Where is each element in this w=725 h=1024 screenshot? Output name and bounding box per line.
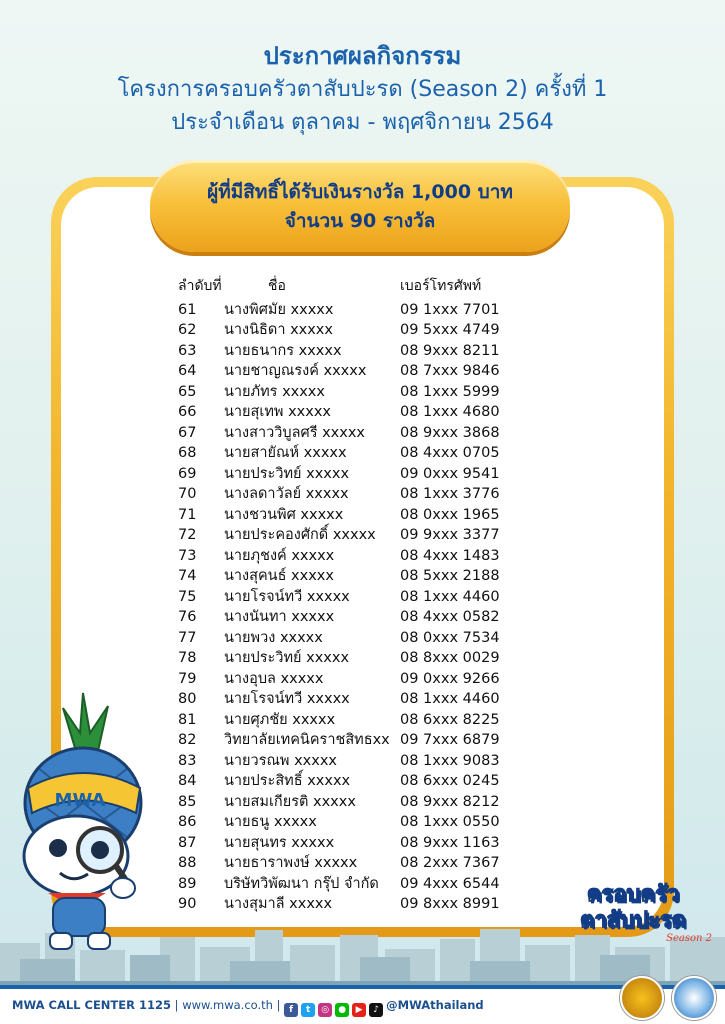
winner-phone: 09 8xxx 8991 xyxy=(400,896,500,912)
winner-no: 86 xyxy=(178,814,197,830)
prize-banner xyxy=(150,160,570,252)
winners-list-header xyxy=(178,276,598,297)
winner-row xyxy=(178,423,598,444)
winner-phone: 08 0xxx 7534 xyxy=(400,629,500,646)
campaign-logo xyxy=(548,882,718,944)
campaign-logo-line2: ตาสับปะรด xyxy=(580,908,686,933)
header-title-block xyxy=(0,40,725,139)
winner-row xyxy=(178,525,598,546)
winner-phone: 08 9xxx 8212 xyxy=(400,793,500,810)
column-header-name: ชื่อ xyxy=(268,278,286,294)
winner-row xyxy=(178,484,598,505)
winner-row xyxy=(178,710,598,731)
winner-name: นายโรจน์ทวี xxxxx xyxy=(224,588,350,605)
line-icon[interactable]: ● xyxy=(335,1003,349,1017)
winner-no: 71 xyxy=(178,506,197,523)
winner-name: นายภัทร xxxxx xyxy=(224,383,325,400)
winner-phone: 08 8xxx 0029 xyxy=(400,650,500,666)
winner-phone: 08 9xxx 8211 xyxy=(400,342,500,359)
winner-no: 67 xyxy=(178,424,197,441)
winner-row xyxy=(178,382,598,403)
winner-no: 63 xyxy=(178,342,197,359)
project-title: โครงการครอบครัวตาสับปะรด (Season 2) ครั้งที่ 1 xyxy=(117,77,608,102)
page-title: ประกาศผลกิจกรรม xyxy=(263,42,462,70)
winner-name: นางชวนพิศ xxxxx xyxy=(224,506,344,523)
winner-phone: 08 1xxx 3776 xyxy=(400,486,500,502)
winner-row xyxy=(178,833,598,854)
winner-no: 88 xyxy=(178,855,197,871)
winner-row xyxy=(178,771,598,792)
winner-row xyxy=(178,546,598,567)
winner-row xyxy=(178,689,598,710)
winner-no: 73 xyxy=(178,547,197,564)
winner-no: 84 xyxy=(178,773,197,789)
pineapple-mascot-illustration xyxy=(8,688,158,953)
winner-name: นายพวง xxxxx xyxy=(224,629,323,646)
winner-row xyxy=(178,607,598,628)
winner-phone: 09 0xxx 9541 xyxy=(400,465,500,482)
winner-phone: 08 4xxx 1483 xyxy=(400,547,500,564)
website-link[interactable]: www.mwa.co.th xyxy=(182,998,273,1012)
winner-phone: 08 1xxx 4680 xyxy=(400,404,500,420)
winner-phone: 08 7xxx 9846 xyxy=(400,363,500,379)
winner-row xyxy=(178,874,598,895)
winner-row xyxy=(178,812,598,833)
winner-row xyxy=(178,853,598,874)
winner-no: 80 xyxy=(178,691,197,707)
winner-row xyxy=(178,792,598,813)
winner-row xyxy=(178,361,598,382)
winner-name: นายธนากร xxxxx xyxy=(224,342,342,359)
winner-row xyxy=(178,628,598,649)
prize-banner-line1: ผู้ที่มีสิทธิ์ได้รับเงินรางวัล 1,000 บาท xyxy=(207,181,513,203)
winner-name: นางอุบล xxxxx xyxy=(224,670,324,687)
winner-no: 64 xyxy=(178,363,197,379)
winner-row xyxy=(178,505,598,526)
column-header-no: ลำดับที่ xyxy=(178,278,222,294)
winner-no: 89 xyxy=(178,875,197,892)
winner-no: 75 xyxy=(178,588,197,605)
winner-row xyxy=(178,648,598,669)
winner-no: 87 xyxy=(178,834,197,851)
mwa-seal-emblem xyxy=(620,976,664,1020)
winner-phone: 08 0xxx 1965 xyxy=(400,506,500,523)
winner-row xyxy=(178,443,598,464)
winner-no: 81 xyxy=(178,711,197,728)
winner-name: นายประสิทธิ์ xxxxx xyxy=(224,773,351,789)
winner-name: นางสาววิบูลศรี xxxxx xyxy=(224,424,366,441)
winner-row xyxy=(178,464,598,485)
winner-no: 85 xyxy=(178,793,197,810)
winner-no: 79 xyxy=(178,670,197,687)
winner-no: 65 xyxy=(178,383,197,400)
mascot-hat-text: MWA xyxy=(54,790,106,811)
winner-name: นายประคองศักดิ์ xxxxx xyxy=(224,527,376,543)
winner-name: นางลดาวัลย์ xxxxx xyxy=(224,486,349,502)
campaign-logo-line1: ครอบครัว xyxy=(586,882,680,907)
winner-phone: 08 6xxx 8225 xyxy=(400,711,500,728)
winner-phone: 09 9xxx 3377 xyxy=(400,527,500,543)
winner-name: นายวรณพ xxxxx xyxy=(224,752,338,769)
call-center-text: MWA CALL CENTER 1125 xyxy=(12,998,172,1012)
winner-name: วิทยาลัยเทคนิคราชสิทธxx xyxy=(224,732,390,748)
winner-row xyxy=(178,341,598,362)
winner-name: นายศุภชัย xxxxx xyxy=(224,711,336,728)
winner-no: 83 xyxy=(178,752,197,769)
winner-no: 69 xyxy=(178,465,197,482)
winner-no: 61 xyxy=(178,301,197,318)
winner-name: บริษัทวิพัฒนา กรุ๊ป จำกัด xyxy=(224,875,379,892)
twitter-icon[interactable]: t xyxy=(301,1003,315,1017)
column-header-phone: เบอร์โทรศัพท์ xyxy=(400,278,482,294)
winner-phone: 09 7xxx 6879 xyxy=(400,732,500,748)
footer-separator: | xyxy=(171,998,183,1012)
footer-contact xyxy=(12,998,484,1017)
winner-no: 76 xyxy=(178,609,197,625)
winner-phone: 08 1xxx 4460 xyxy=(400,588,500,605)
winner-row xyxy=(178,566,598,587)
winner-name: นางสุคนธ์ xxxxx xyxy=(224,568,334,584)
winner-phone: 08 1xxx 0550 xyxy=(400,814,500,830)
winner-phone: 08 1xxx 9083 xyxy=(400,752,500,769)
winner-no: 74 xyxy=(178,568,197,584)
winner-name: นายสายัณห์ xxxxx xyxy=(224,445,347,461)
winner-phone: 08 4xxx 0582 xyxy=(400,609,500,625)
period-title: ประจำเดือน ตุลาคม - พฤศจิกายน 2564 xyxy=(171,110,554,135)
winner-row xyxy=(178,669,598,690)
tiktok-icon[interactable]: ♪ xyxy=(369,1003,383,1017)
footer-bar xyxy=(0,985,725,1024)
winner-phone: 08 4xxx 0705 xyxy=(400,445,500,461)
winner-phone: 09 5xxx 4749 xyxy=(400,322,500,338)
winner-phone: 08 9xxx 3868 xyxy=(400,424,500,441)
winner-name: นายธนู xxxxx xyxy=(224,814,317,830)
winner-no: 82 xyxy=(178,732,197,748)
social-handle[interactable]: @MWAthailand xyxy=(386,998,484,1012)
winner-phone: 08 1xxx 5999 xyxy=(400,383,500,400)
winner-row xyxy=(178,894,598,915)
winner-row xyxy=(178,300,598,321)
winner-row xyxy=(178,751,598,772)
winner-name: นายประวิทย์ xxxxx xyxy=(224,465,350,482)
winner-phone: 09 1xxx 7701 xyxy=(400,301,500,318)
winners-list xyxy=(178,276,598,915)
winner-name: นางพิศมัย xxxxx xyxy=(224,301,334,318)
winner-row xyxy=(178,320,598,341)
winner-phone: 08 2xxx 7367 xyxy=(400,855,500,871)
winners-rows xyxy=(178,300,598,915)
winner-phone: 08 6xxx 0245 xyxy=(400,773,500,789)
youtube-icon[interactable]: ▶ xyxy=(352,1003,366,1017)
winner-name: นายชาญณรงค์ xxxxx xyxy=(224,363,367,379)
footer-separator: | xyxy=(272,998,285,1012)
winner-no: 62 xyxy=(178,322,197,338)
winner-phone: 09 4xxx 6544 xyxy=(400,875,500,892)
winner-name: นางนันทา xxxxx xyxy=(224,609,335,625)
winner-phone: 09 0xxx 9266 xyxy=(400,670,500,687)
winner-name: นายสุนทร xxxxx xyxy=(224,834,335,851)
government-emblem xyxy=(672,976,716,1020)
winner-name: นางนิธิดา xxxxx xyxy=(224,322,333,338)
winner-no: 68 xyxy=(178,445,197,461)
winner-row xyxy=(178,587,598,608)
winner-row xyxy=(178,730,598,751)
facebook-icon[interactable]: f xyxy=(284,1003,298,1017)
winner-name: นายธาราพงษ์ xxxxx xyxy=(224,855,358,871)
winner-row xyxy=(178,402,598,423)
winner-no: 70 xyxy=(178,486,197,502)
winner-name: นายประวิทย์ xxxxx xyxy=(224,650,350,666)
winner-no: 90 xyxy=(178,896,197,912)
winner-no: 78 xyxy=(178,650,197,666)
winner-name: นายโรจน์ทวี xxxxx xyxy=(224,691,350,707)
winner-name: นายสมเกียรติ xxxxx xyxy=(224,793,356,810)
instagram-icon[interactable]: ◎ xyxy=(318,1003,332,1017)
winner-phone: 08 5xxx 2188 xyxy=(400,568,500,584)
winner-name: นายสุเทพ xxxxx xyxy=(224,404,331,420)
campaign-logo-season: Season 2 xyxy=(666,933,712,944)
winner-phone: 08 1xxx 4460 xyxy=(400,691,500,707)
winner-no: 66 xyxy=(178,404,197,420)
prize-banner-line2: จำนวน 90 รางวัล xyxy=(284,210,436,232)
winner-no: 77 xyxy=(178,629,197,646)
winner-name: นางสุมาลี xxxxx xyxy=(224,896,333,912)
winner-no: 72 xyxy=(178,527,197,543)
winner-name: นายภุชงค์ xxxxx xyxy=(224,547,335,564)
winner-phone: 08 9xxx 1163 xyxy=(400,834,500,851)
